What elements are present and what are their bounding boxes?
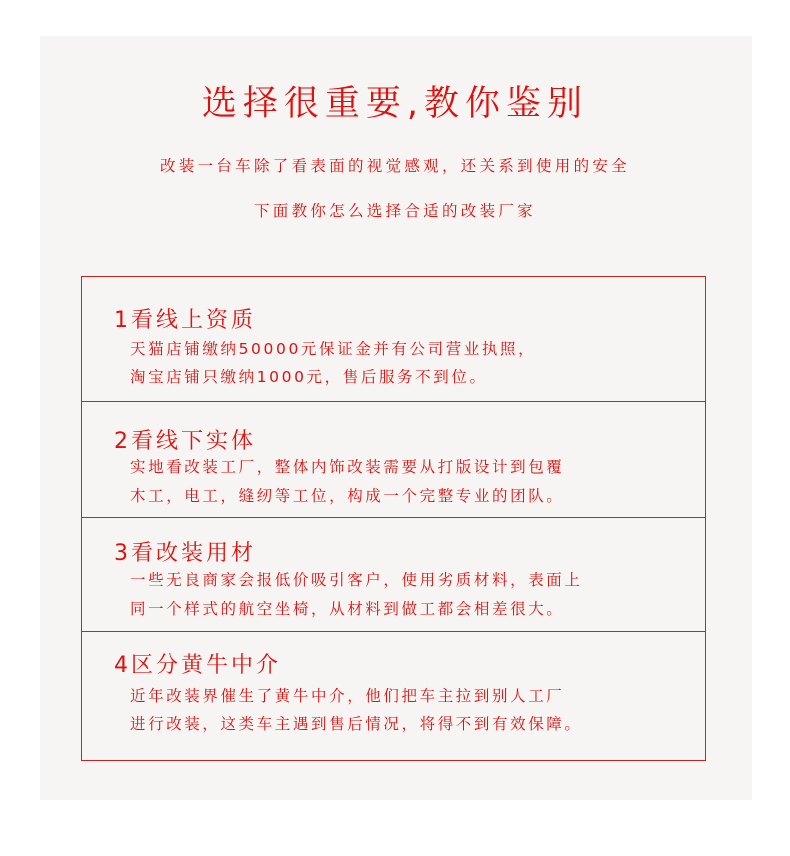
tip-text-line: 木工，电工，缝纫等工位，构成一个完整专业的团队。	[130, 487, 565, 505]
tips-box	[81, 276, 706, 761]
tip-text-line: 天猫店铺缴纳50000元保证金并有公司营业执照，	[130, 340, 537, 358]
tip-heading: 3看改装用材	[114, 541, 256, 566]
tip-section-materials	[82, 518, 705, 632]
tip-heading: 1看线上资质	[114, 308, 256, 333]
tip-heading: 2看线下实体	[114, 429, 256, 454]
intro-text-1: 改装一台车除了看表面的视觉感观，还关系到使用的安全	[159, 157, 630, 175]
tip-text-line: 一些无良商家会报低价吸引客户，使用劣质材料，表面上	[130, 571, 583, 589]
tip-section-middlemen	[82, 632, 705, 762]
tip-section-online-qualification	[82, 277, 705, 402]
tip-text-line: 近年改装界催生了黄牛中介，他们把车主拉到别人工厂	[130, 687, 565, 705]
tip-text-line: 淘宝店铺只缴纳1000元，售后服务不到位。	[130, 368, 488, 386]
tip-text-line: 进行改装，这类车主遇到售后情况，将得不到有效保障。	[130, 715, 583, 733]
tip-text-line: 实地看改装工厂，整体内饰改装需要从打版设计到包覆	[130, 458, 565, 476]
intro-text-2: 下面教你怎么选择合适的改装厂家	[253, 202, 536, 220]
tip-section-offline-entity	[82, 402, 705, 518]
page-title: 选择很重要,教你鉴别	[201, 84, 589, 124]
tip-text-line: 同一个样式的航空坐椅，从材料到做工都会相差很大。	[130, 600, 565, 618]
tip-heading: 4区分黄牛中介	[114, 653, 281, 678]
